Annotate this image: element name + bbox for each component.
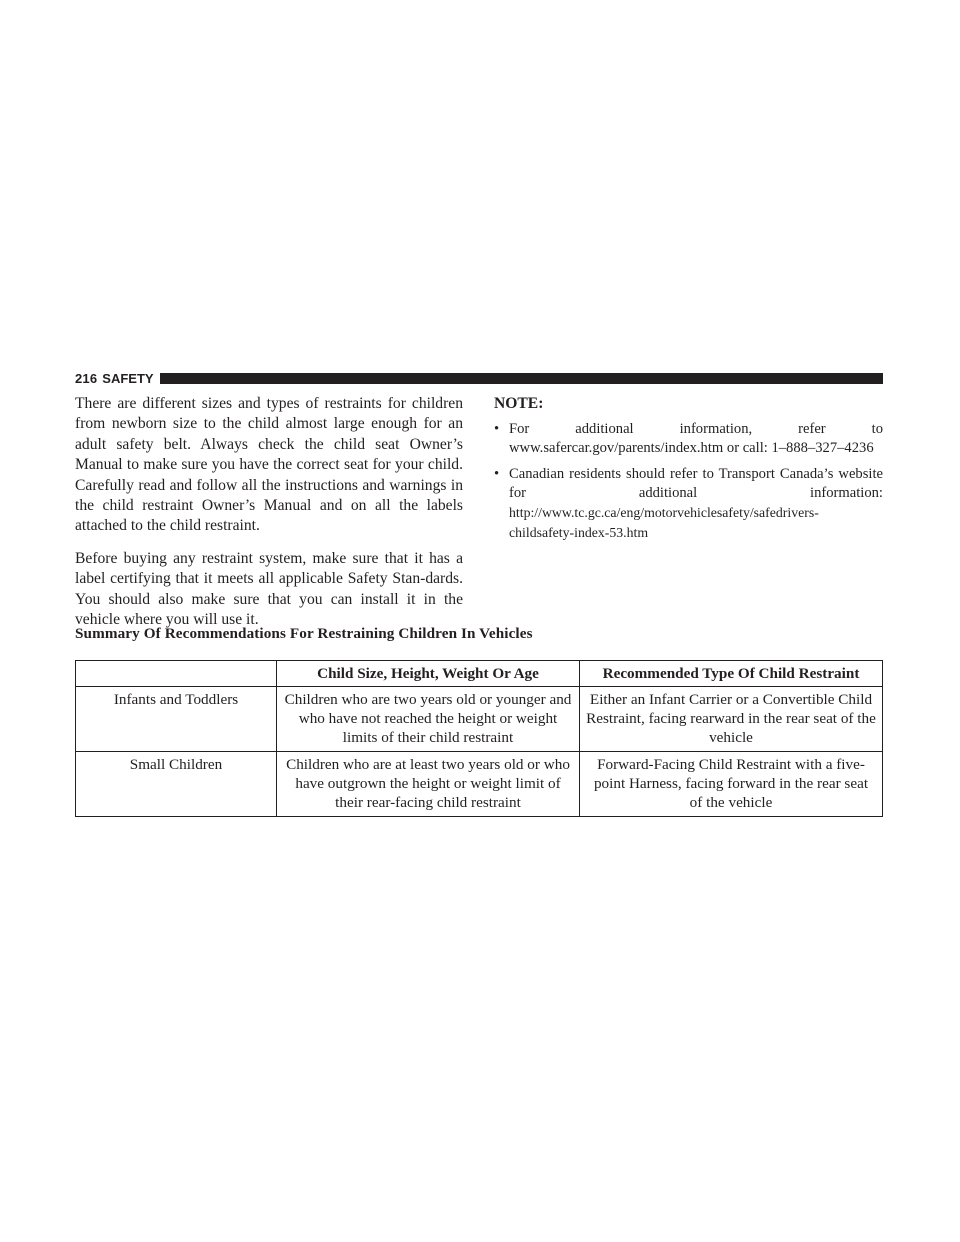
page-header <box>75 370 883 386</box>
note-item-safercar <box>494 420 883 458</box>
transport-canada-link[interactable]: http://www.tc.gc.ca/eng/motorvehiclesafety/safedrivers-childsafety-index-53.htm <box>509 505 819 540</box>
recommendations-table <box>75 660 883 817</box>
note-section <box>494 394 883 550</box>
left-column <box>75 394 463 642</box>
table-row <box>76 752 883 817</box>
table-header-row <box>76 661 883 687</box>
note-item-text: Canadian residents should refer to Transport Canada’s website for additional information: <box>509 466 883 501</box>
note-label: NOTE: <box>494 395 544 412</box>
table-title: Summary Of Recommendations For Restraining Children In Vehicles <box>75 625 533 642</box>
section-title: SAFETY <box>102 370 154 386</box>
bullet-icon: • <box>494 421 500 437</box>
note-list <box>494 420 883 543</box>
note-item-text: For additional information, refer to www.safercar.gov/parents/index.htm or call: 1–888–327–4236 <box>509 421 883 456</box>
table-cell-group: Small Children <box>76 752 277 817</box>
header-rule <box>160 373 883 384</box>
note-item-transport-canada <box>494 465 883 543</box>
header-cell-child-size: Child Size, Height, Weight Or Age <box>277 661 580 687</box>
table-cell-size: Children who are at least two years old or who have outgrown the height or weight limit of their rear-facing child restraint <box>277 752 580 817</box>
buying-paragraph: Before buying any restraint system, make sure that it has a label certifying that it meets all applicable Safety Stan-dards. You should also make sure that you can install it in the vehicle where you will use it. <box>75 549 463 629</box>
table-cell-restraint: Forward-Facing Child Restraint with a five-point Harness, facing forward in the rear seat of the vehicle <box>580 752 883 817</box>
table-cell-group: Infants and Toddlers <box>76 687 277 752</box>
table-cell-restraint: Either an Infant Carrier or a Convertible Child Restraint, facing rearward in the rear seat of the vehicle <box>580 687 883 752</box>
page-number: 216 <box>75 370 98 386</box>
table-cell-size: Children who are two years old or younger and who have not reached the height or weight limits of their child restraint <box>277 687 580 752</box>
header-cell-restraint-type: Recommended Type Of Child Restraint <box>580 661 883 687</box>
intro-paragraph: There are different sizes and types of restraints for children from newborn size to the child almost large enough for an adult safety belt. Always check the child seat Owner’s Manual to make sure you have the correct seat for your child. Carefully read and follow all the instructions and warnings in the child restraint Owner’s Manual and on all the labels attached to the child restraint. <box>75 395 463 535</box>
table-row <box>76 687 883 752</box>
header-cell-empty <box>76 661 277 687</box>
bullet-icon: • <box>494 466 500 482</box>
